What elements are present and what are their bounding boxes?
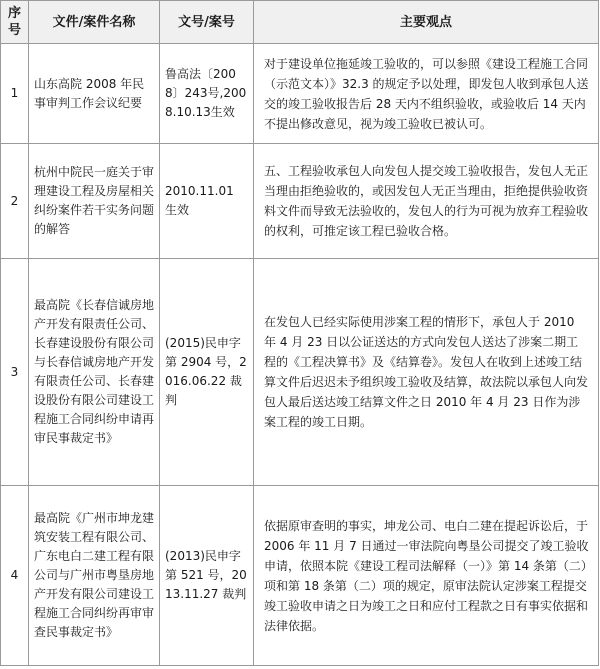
case-name: 山东高院 2008 年民事审判工作会议纪要 [29, 44, 160, 144]
table-header-row [1, 1, 599, 44]
row-number: 2 [1, 144, 29, 259]
table-row [1, 486, 599, 666]
table-row [1, 259, 599, 486]
main-view: 依据原审查明的事实，坤龙公司、电白二建在提起诉讼后，于 2006 年 11 月 7 日通过一审法院向粤垦公司提交了竣工验收申请，依照本院《建设工程司法解释（一）》第 14 条第（二）项和第 18 条第（二）项的规定，原审法院认定涉案工程提交竣工验收申请之日为竣工之日和应付工程款之日有事实依据和法律依据。 [254, 486, 599, 666]
row-number: 4 [1, 486, 29, 666]
main-view: 在发包人已经实际使用涉案工程的情形下，承包人于 2010 年 4 月 23 日以公证送达的方式向发包人送达了涉案二期工程的《工程决算书》及《结算卷》。发包人在收到上述竣工结算文件后迟迟未予组织竣工验收及结算，故法院以承包人向发包人最后送达竣工结算文件之日 2010 年 4 月 23 日作为涉案工程的竣工日期。 [254, 259, 599, 486]
row-number: 3 [1, 259, 29, 486]
case-reference: 2010.11.01 生效 [160, 144, 254, 259]
header-seq: 序号 [1, 1, 29, 44]
header-main-view: 主要观点 [254, 1, 599, 44]
table-row [1, 44, 599, 144]
case-reference: (2013)民申字第 521 号，2013.11.27 裁判 [160, 486, 254, 666]
case-name: 最高院《广州市坤龙建筑安装工程有限公司、广东电白二建工程有限公司与广州市粤垦房地产开发有限公司建设工程施工合同纠纷再审审查民事裁定书》 [29, 486, 160, 666]
row-number: 1 [1, 44, 29, 144]
main-view: 对于建设单位拖延竣工验收的，可以参照《建设工程施工合同（示范文本）》32.3 的规定予以处理，即发包人收到承包人送交的竣工验收报告后 28 天内不组织验收，或验收后 14 天内不提出修改意见，视为竣工验收已被认可。 [254, 44, 599, 144]
case-name: 杭州中院民一庭关于审理建设工程及房屋相关纠纷案件若干实务问题的解答 [29, 144, 160, 259]
table-row [1, 144, 599, 259]
case-reference: (2015)民申字第 2904 号，2016.06.22 裁判 [160, 259, 254, 486]
main-view: 五、工程验收承包人向发包人提交竣工验收报告，发包人无正当理由拒绝验收的，或因发包人无正当理由，拒绝提供验收资料文件而导致无法验收的，发包人的行为可视为放弃工程验收的权利，可推定该工程已验收合格。 [254, 144, 599, 259]
header-reference: 文号/案号 [160, 1, 254, 44]
header-case-name: 文件/案件名称 [29, 1, 160, 44]
case-name: 最高院《长春信诚房地产开发有限责任公司、长春建设股份有限公司与长春信诚房地产开发有限责任公司、长春建设股份有限公司建设工程施工合同纠纷申请再审民事裁定书》 [29, 259, 160, 486]
case-reference: 鲁高法〔2008〕243号,2008.10.13生效 [160, 44, 254, 144]
